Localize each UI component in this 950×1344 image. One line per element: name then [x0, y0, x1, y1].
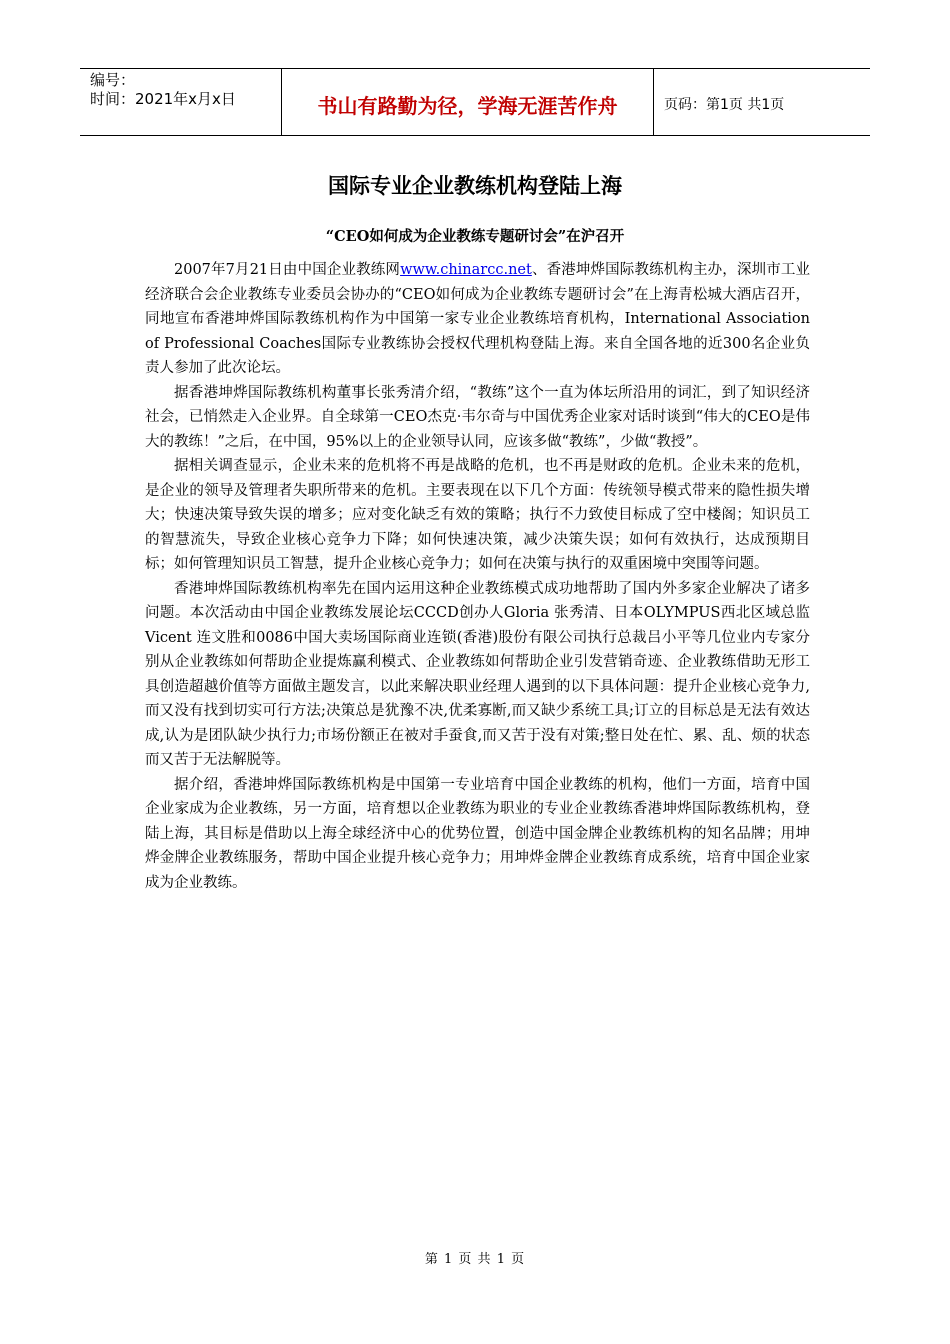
paragraph-2: 据香港坤烨国际教练机构董事长张秀清介绍，“教练”这个一直为体坛所沿用的词汇，到了知识经济社会，已悄然走入企业界。自全球第一CEO杰克·韦尔奇与中国优秀企业家对话时谈到“伟大的CEO是伟大的教练！”之后，在中国，95%以上的企业领导认同，应该多做“教练”，少做“教授”。: [145, 384, 810, 450]
paragraph-3: 据相关调查显示，企业未来的危机将不再是战略的危机，也不再是财政的危机。企业未来的危机，是企业的领导及管理者失职所带来的危机。主要表现在以下几个方面：传统领导模式带来的隐性损失增大；快速决策导致失误的增多；应对变化缺乏有效的策略；执行不力致使目标成了空中楼阁；知识员工的智慧流失，导致企业核心竞争力下降；如何快速决策，减少决策失误；如何有效执行，达成预期目标；如何管理知识员工智慧，提升企业核心竞争力；如何在决策与执行的双重困境中突围等问题。: [145, 458, 810, 572]
article-subtitle: “CEO如何成为企业教练专题研讨会”在沪召开: [325, 228, 625, 245]
time-label: 时间：2021年x月x日: [90, 90, 236, 108]
paragraph-4: 香港坤烨国际教练机构率先在国内运用这种企业教练模式成功地帮助了国内外多家企业解决了诸多问题。本次活动由中国企业教练发展论坛CCCD创办人Gloria 张秀清、日本OLYMPUS西北区域总监Vicent 连文胜和0086中国大卖场国际商业连锁(香港)股份有限公司执行总裁吕小平等几位业内专家分别从企业教练如何帮助企业提炼赢利模式、企业教练如何帮助企业引发营销奇迹、企业教练借助无形工具创造超越价值等方面做主题发言，以此来解决职业经理人遇到的以下具体问题：提升企业核心竞争力,而又没有找到切实可行方法;决策总是犹豫不决,优柔寡断,而又缺少系统工具;订立的目标总是无法有效达成,认为是团队缺少执行力;市场份额正在被对手蚕食,而又苦于没有对策;整日处在忙、累、乱、烦的状态而又苦于无法解脱等。: [145, 580, 810, 768]
page-footer: 第 1 页 共 1 页: [424, 1252, 526, 1267]
website-link[interactable]: www.chinarcc.net: [400, 262, 532, 278]
page-number-label: 页码：第1页 共1页: [664, 97, 785, 113]
header-info-cell: [80, 69, 282, 135]
paragraph-1: [145, 258, 810, 381]
paragraph-1-start: 2007年7月21日由中国企业教练网: [174, 262, 401, 278]
paragraph-5: 据介绍，香港坤烨国际教练机构是中国第一专业培育中国企业教练的机构，他们一方面，培育中国企业家成为企业教练，另一方面，培育想以企业教练为职业的专业企业教练香港坤烨国际教练机构，登陆上海，其目标是借助以上海全球经济中心的优势位置，创造中国金牌企业教练机构的知名品牌；用坤烨金牌企业教练服务，帮助中国企业提升核心竞争力；用坤烨金牌企业教练育成系统，培育中国企业家成为企业教练。: [145, 776, 810, 891]
article-body: [145, 258, 810, 895]
article-title: 国际专业企业教练机构登陆上海: [328, 174, 622, 198]
paragraph-1-rest: 、香港坤烨国际教练机构主办，深圳市工业经济联合会企业教练专业委员会协办的“CEO如何成为企业教练专题研讨会”在上海青松城大酒店召开，同地宣布香港坤烨国际教练机构作为中国第一家专业企业教练培育机构，International Association of Professional Coaches国际专业教练协会授权代理机构登陆上海。来自全国各地的近300名企业负责人参加了此次论坛。: [145, 262, 811, 376]
number-label: 编号：: [90, 71, 136, 89]
motto: 书山有路勤为径，学海无涯苦作舟: [282, 69, 654, 135]
document-header: [80, 68, 870, 136]
